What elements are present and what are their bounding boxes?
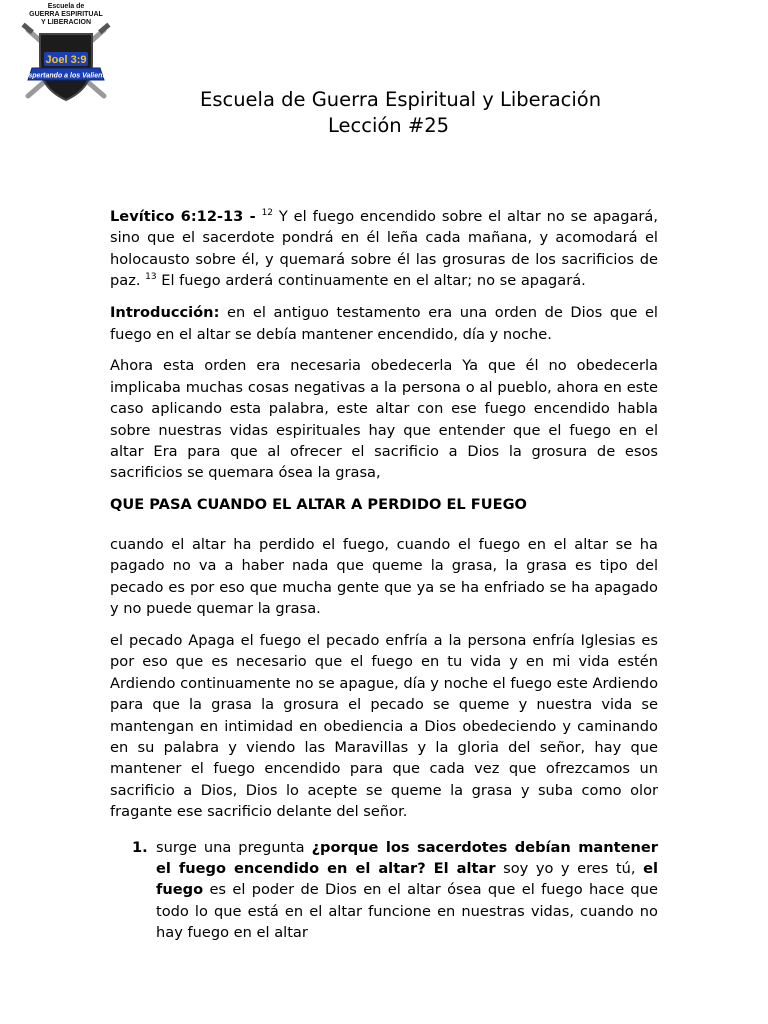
list-text-1: surge una pregunta — [156, 838, 312, 856]
verse-text-13: El fuego arderá continuamente en el altar; no se apagará. — [156, 272, 586, 290]
logo-text-1: Escuela de — [47, 3, 85, 10]
intro-label: Introducción: — [110, 304, 220, 322]
list-text-3: es el poder de Dios en el altar ósea que el fuego hace que todo lo que está en el altar funcione en nuestras vidas, cuando no hay fuego en el altar — [156, 881, 658, 942]
page-title: Escuela de Guerra Espiritual y Liberación — [200, 88, 602, 111]
section-heading: QUE PASA CUANDO EL ALTAR A PERDIDO EL FUEGO — [110, 496, 527, 514]
paragraph-3: el pecado Apaga el fuego el pecado enfría a la persona enfría Iglesias es por eso que es necesario que el fuego en tu vida y en mi vida estén Ardiendo continuamente no se apague, día y noche el fuego este Ardiendo para que la grasa la grosura el pecado se queme y nuestra vida se mantengan en intimidad en obediencia a Dios obedeciendo y caminando en su palabra y viendo las Maravillas y la gloria del señor, hay que mantener el fuego encendido para que cada vez que ofrezcamos un sacrificio a Dios, Dios lo acepte se queme la grasa y suba como olor fragante ese sacrificio delante del señor. — [110, 631, 658, 821]
verse-reference: Levítico 6:12-13 - — [110, 208, 256, 225]
list-item — [110, 837, 658, 944]
list-text-2: soy yo y eres tú, — [495, 859, 644, 877]
shield-icon — [40, 34, 92, 100]
document-body — [110, 206, 658, 944]
school-logo — [18, 0, 114, 106]
list-number: 1. — [132, 838, 148, 856]
list-bold-1: ¿porque los sacerdotes debían mantener el fuego encendido en el altar? El altar — [156, 838, 658, 877]
list-bold-2: el fuego — [156, 859, 659, 899]
lesson-number: Lección #25 — [328, 114, 450, 137]
verse-number-12: 12 — [261, 208, 274, 218]
verse-number-13: 13 — [145, 272, 157, 283]
logo-text-3: Y LIBERACION — [40, 19, 92, 26]
verse-text-12: Y el fuego encendido sobre el altar no se apagará, sino que el sacerdote pondrá en él leña cada mañana, y acomodará el holocausto sobre él, y quemará sobre él las grosuras de los sacrificios de paz. — [110, 208, 658, 290]
intro-text: en el antiguo testamento era una orden de Dios que el fuego en el altar se debía mantener encendido, día y noche. — [110, 304, 658, 343]
logo-text-2: GUERRA ESPIRITUAL — [29, 11, 103, 18]
intro-paragraph — [110, 302, 658, 345]
logo-band-text: Joel 3:9 — [45, 54, 87, 66]
logo-ribbon-text: Despertando a los Valientes — [19, 72, 113, 80]
paragraph-1: Ahora esta orden era necesaria obedecerla Ya que él no obedecerla implicaba muchas cosas negativas a la persona o al pueblo, ahora en este caso aplicando esta palabra, este altar con ese fuego encendido habla sobre nuestras vidas espirituales hay que entender que el fuego en el altar Era para que al ofrecer el sacrificio a Dios la grosura de esos sacrificios se quemara ósea la grasa, — [110, 357, 658, 482]
verse-paragraph — [110, 206, 658, 292]
paragraph-2: cuando el altar ha perdido el fuego, cuando el fuego en el altar se ha pagado no va a haber nada que queme la grasa, la grasa es tipo del pecado es por eso que mucha gente que ya se ha enfriado se ha apagado y no puede quemar la grasa. — [110, 535, 658, 617]
